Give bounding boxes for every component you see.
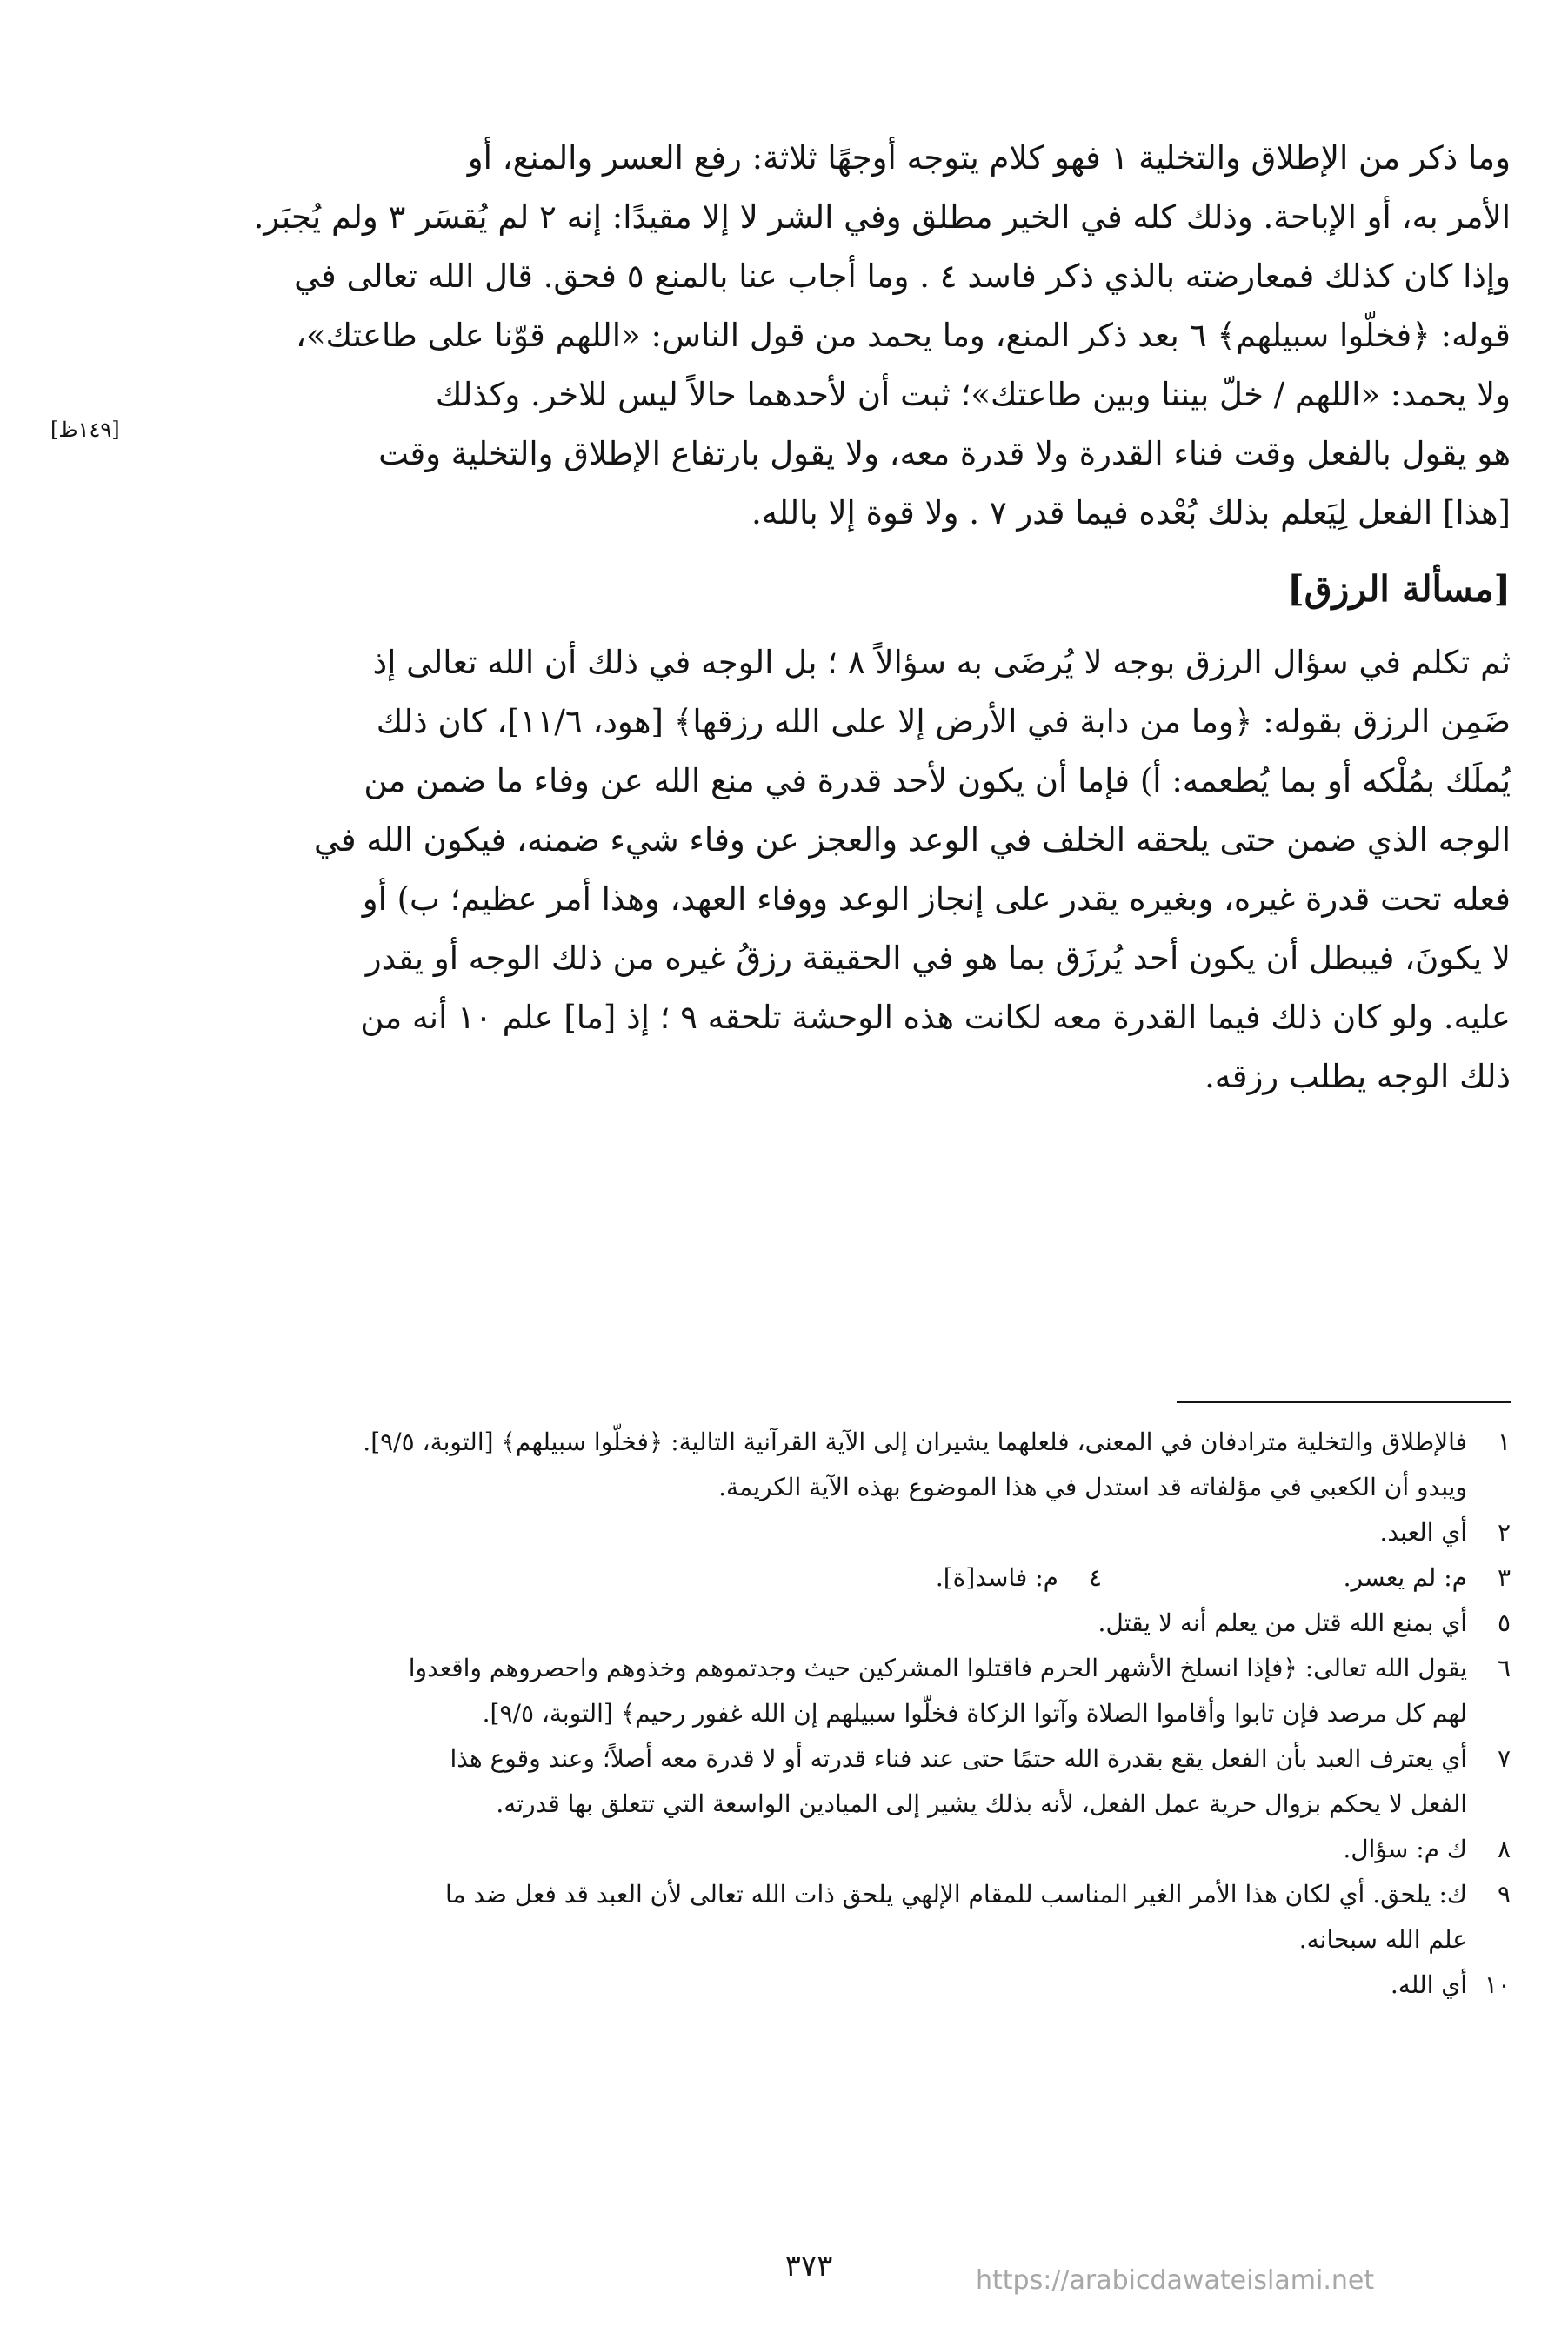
footnote-number: ٨: [1497, 1835, 1511, 1863]
text-line: يقول الله تعالى: ﴿فإذا انسلخ الأشهر الحرم فاقتلوا المشركين حيث وجدتموهم وخذوهم واحصروهم واقعدوا: [408, 1654, 1467, 1682]
text-line: [هذا] الفعل لِيَعلم بذلك بُعْده فيما قدر ٧ . ولا قوة إلا بالله.: [751, 494, 1511, 532]
text-line: يُملَك بمُلْكه أو بما يُطعمه: أ) فإما أن يكون لأحد قدرة في منع الله عن وفاء ما ضمن من: [364, 762, 1511, 799]
footnote-3-4: [83, 1555, 1511, 1601]
footnote-2: [83, 1510, 1511, 1555]
text-line: ك: يلحق. أي لكان هذا الأمر الغير المناسب للمقام الإلهي يلحق ذات الله تعالى لأن العبد قد فعل ضد ما: [445, 1880, 1467, 1909]
footnote-number: ٦: [1497, 1654, 1511, 1682]
section-heading: [مسألة الرزق]: [1287, 568, 1511, 610]
text-line: فالإطلاق والتخلية مترادفان في المعنى، فلعلهما يشيران إلى الآية القرآنية التالية: ﴿فخلّوا سبيلهم﴾ [التوبة، ٩/٥].: [363, 1428, 1467, 1456]
text-line: فعله تحت قدرة غيره، وبغيره يقدر على إنجاز الوعد ووفاء العهد، وهذا أمر عظيم؛ ب) أو: [362, 880, 1511, 918]
text-line: عليه. ولو كان ذلك فيما القدرة معه لكانت هذه الوحشة تلحقه ٩ ؛ إذ [ما] علم ١٠ أنه من: [360, 999, 1511, 1036]
text-line: الوجه الذي ضمن حتى يلحقه الخلف في الوعد والعجز عن وفاء شيء ضمنه، فيكون الله في: [313, 821, 1511, 859]
text-line: أي بمنع الله قتل من يعلم أنه لا يقتل.: [1098, 1608, 1467, 1637]
footnote-number: ٣: [1497, 1563, 1511, 1592]
footnote-number: ٢: [1497, 1518, 1511, 1547]
text-line: لهم كل مرصد فإن تابوا وأقاموا الصلاة وآتوا الزكاة فخلّوا سبيلهم إن الله غفور رحيم﴾ [التوبة، ٩/٥].: [482, 1699, 1467, 1728]
text-line: الفعل لا يحكم بزوال حرية عمل الفعل، لأنه بذلك يشير إلى الميادين الواسعة التي تتعلق بها قدرته.: [496, 1789, 1467, 1818]
text-line: هو يقول بالفعل وقت فناء القدرة ولا قدرة معه، ولا يقول بارتفاع الإطلاق والتخلية وقت: [378, 435, 1511, 472]
page-number: ٣٧٣: [784, 2249, 833, 2284]
text-line: الأمر به، أو الإباحة. وذلك كله في الخير مطلق وفي الشر لا إلا مقيدًا: إنه ٢ لم يُقسَر ٣ ولم يُجبَر.: [253, 198, 1511, 236]
footnote-text: [83, 1555, 1467, 1601]
text-line: وما ذكر من الإطلاق والتخلية ١ فهو كلام يتوجه أوجهًا ثلاثة: رفع العسر والمنع، أو: [467, 139, 1511, 177]
footnote-number: ٤: [1088, 1563, 1102, 1592]
text-line: ويبدو أن الكعبي في مؤلفاته قد استدل في هذا الموضوع بهذه الآية الكريمة.: [718, 1473, 1467, 1501]
text-line: ولا يحمد: «اللهم / خلّ بيننا وبين طاعتك»؛ ثبت أن لأحدهما حالاً ليس للاخر. وكذلك: [435, 376, 1511, 413]
footnote-number: ٧: [1497, 1744, 1511, 1773]
footnote-divider: [1177, 1401, 1511, 1403]
footnote-text: [83, 1420, 1467, 1510]
text-line: ك م: سؤال.: [1343, 1835, 1467, 1863]
footnote-text: [83, 1646, 1467, 1736]
footnote-text: [83, 1872, 1467, 1963]
footnote-text: [83, 1601, 1467, 1646]
footnote-7: [83, 1736, 1511, 1827]
footnote-number: ١: [1497, 1428, 1511, 1456]
manuscript-folio-marker: [١٤٩ظ]: [50, 418, 120, 442]
footnote-10: [83, 1963, 1511, 2008]
footnote-6: [83, 1646, 1511, 1736]
footnotes: [83, 1420, 1511, 2008]
footnote-1: [83, 1420, 1511, 1510]
footnote-number: ١٠: [1484, 1970, 1511, 1999]
text-line: أي العبد.: [1379, 1518, 1467, 1547]
footnote-9: [83, 1872, 1511, 1963]
text-line: وإذا كان كذلك فمعارضته بالذي ذكر فاسد ٤ . وما أجاب عنا بالمنع ٥ فحق. قال الله تعالى في: [294, 257, 1511, 295]
text-line: م: لم يعسر.: [1343, 1563, 1467, 1592]
footnote-number: ٥: [1497, 1608, 1511, 1637]
text-line: قوله: ﴿فخلّوا سبيلهم﴾ ٦ بعد ذكر المنع، وما يحمد من قول الناس: «اللهم قوّنا على طاعتك»،: [296, 317, 1511, 354]
paragraph-2: [83, 633, 1511, 1107]
footnote-text: [83, 1827, 1467, 1872]
footnote-text: [83, 1963, 1467, 2008]
footnote-8: [83, 1827, 1511, 1872]
watermark-url: https://arabicdawateislami.net: [976, 2265, 1375, 2296]
footnote-text: [83, 1510, 1467, 1555]
text-line: علم الله سبحانه.: [1298, 1925, 1467, 1954]
footnote-text: [83, 1736, 1467, 1827]
text-line: ثم تكلم في سؤال الرزق بوجه لا يُرضَى به سؤالاً ٨ ؛ بل الوجه في ذلك أن الله تعالى إذ: [372, 644, 1511, 681]
text-line: لا يكونَ، فيبطل أن يكون أحد يُرزَق بما هو في الحقيقة رزقُ غيره من ذلك الوجه أو يقدر: [365, 939, 1511, 977]
text-line: أي يعترف العبد بأن الفعل يقع بقدرة الله حتمًا حتى عند فناء قدرته أو لا قدرة معه أصلاً؛ وعند وقوع هذا: [450, 1744, 1467, 1773]
text-line: م: فاسد[ة].: [935, 1563, 1058, 1592]
text-line: ذلك الوجه يطلب رزقه.: [1204, 1058, 1511, 1095]
footnote-5: [83, 1601, 1511, 1646]
main-text: [83, 129, 1511, 1107]
footnote-number: ٩: [1497, 1880, 1511, 1909]
text-line: أي الله.: [1390, 1970, 1467, 1999]
text-line: ضَمِن الرزق بقوله: ﴿وما من دابة في الأرض إلا على الله رزقها﴾ [هود، ١١/٦]، كان ذلك: [376, 703, 1511, 740]
paragraph-1: [83, 129, 1511, 543]
